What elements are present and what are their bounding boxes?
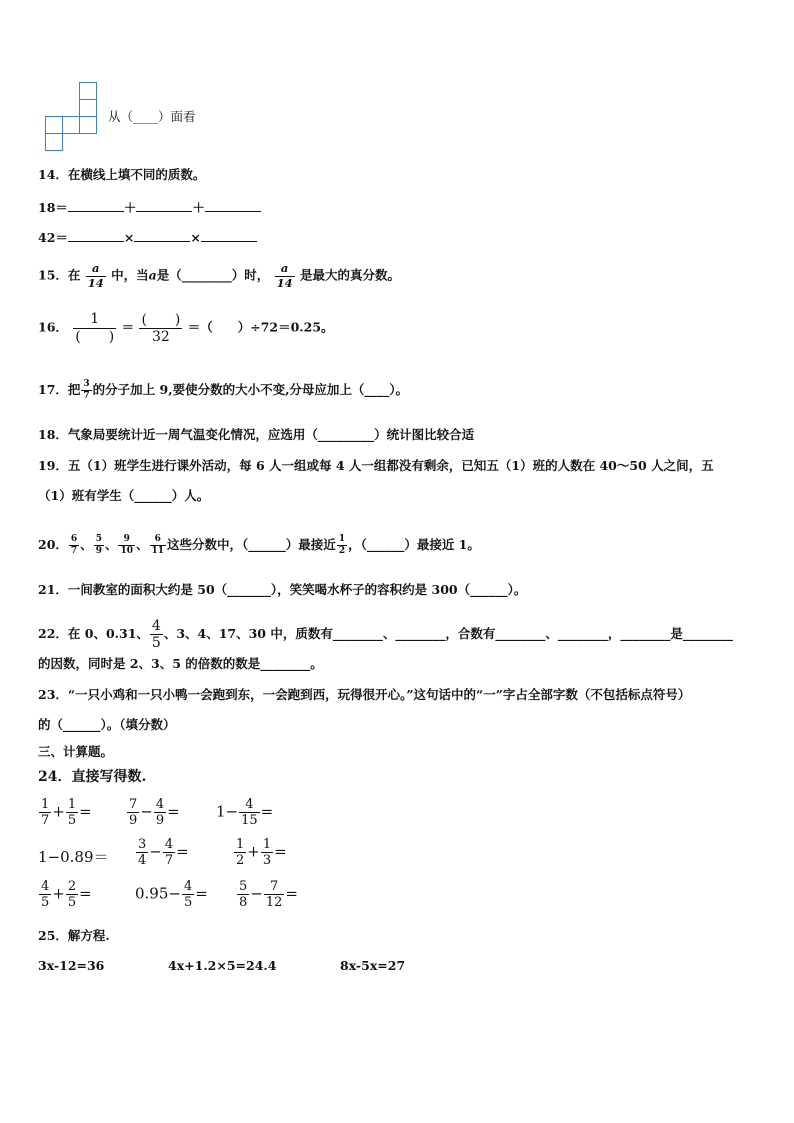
fraction: $\frac{5}{9}$: [95, 534, 102, 556]
times-sign: ×: [190, 230, 201, 245]
times-sign: ×: [123, 230, 135, 245]
q17-pre: 17．把: [38, 382, 81, 397]
fraction: $\frac{4}{9}$: [155, 797, 165, 828]
fraction: $\frac{4}{5}$: [183, 879, 193, 910]
q24-title: 24．直接写得数.: [38, 769, 147, 785]
fraction: $\frac{9}{10}$: [120, 534, 133, 556]
section-title: 三、计算题。: [38, 744, 114, 759]
q16-rest: ＝（ ）÷72＝0.25。: [187, 319, 334, 335]
fraction-4-5: $\frac{4}{5}$: [151, 618, 161, 651]
fraction: $\frac{6}{11}$: [151, 534, 165, 556]
q13-blank: ____: [133, 109, 159, 124]
q22-pre: 22．在 0、0.31、: [38, 626, 149, 641]
fraction: $\frac{2}{5}$: [67, 879, 77, 910]
cube-view-figure: [43, 82, 103, 154]
plus-sign: ＋: [192, 200, 205, 215]
q14-line2: [38, 229, 257, 246]
q19-line1: 19．五（1）班学生进行课外活动，每 6 人一组或每 4 人一组都没有剩余，已知五（1）班的人数在 40～50 人之间，五: [38, 458, 714, 473]
q13-text: [108, 109, 196, 125]
q23-line1: 23．“一只小鸡和一只小鸭一会跑到东，一会跑到西，玩得很开心。”这句话中的“一”字占全部字数（不包括标点符号）: [38, 687, 691, 702]
q14-line1-left: 18＝: [38, 200, 68, 215]
q22-post: 、3、4、17、30 中，质数有________、________，合数有________、________，________是________: [163, 626, 733, 641]
fraction: $\frac{4}{5}$: [41, 879, 50, 910]
q15-end: 是最大的真分数。: [300, 267, 401, 283]
grid-cell: [79, 99, 97, 117]
plus-sign: ＋: [123, 200, 137, 215]
q14-line2-left: 42＝: [38, 230, 68, 245]
calc-item: $\frac{4}{5}$ + $\frac{2}{5}$ =: [41, 879, 92, 910]
equals-sign: ＝: [121, 319, 135, 335]
q15-line: [38, 263, 400, 289]
q14-title: 14．在横线上填不同的质数。: [38, 167, 206, 182]
equation: 4x+1.2×5=24.4: [168, 958, 277, 973]
q15-mid1: 中，当: [111, 267, 149, 283]
q16-line: [38, 312, 334, 344]
q17-line: [38, 380, 408, 401]
fraction-a-over-14: $\frac{a}{14}$: [276, 261, 293, 290]
fraction: $\frac{1}{3}$: [262, 837, 272, 868]
q22-line1: [38, 619, 733, 650]
grid-cell: [79, 82, 97, 100]
fraction: $\frac{1}{7}$: [41, 797, 50, 828]
fraction-1-over-blank: $\frac{1}{( )}$: [75, 311, 115, 345]
grid-cell: [62, 116, 80, 134]
q20-line: 20． $\frac{6}{7}$ 、 $\frac{5}{9}$ 、 $\frac{9}{10}$ 、 $\frac{6}{11}$ 这些分数中，（______）最接近 $\frac{1}{2}$ ，（______）最接近 1。: [38, 534, 480, 556]
fraction-blank-over-32: $\frac{( )}{32}$: [141, 311, 181, 345]
calc-item: 0.95− $\frac{4}{5}$ =: [135, 879, 208, 910]
equation: 8x-5x=27: [340, 958, 406, 973]
calc-item: $\frac{1}{7}$ + $\frac{1}{5}$ =: [41, 797, 92, 828]
fraction-a-over-14: $\frac{a}{14}$: [87, 261, 104, 290]
q15-num: 15．在: [38, 267, 81, 283]
grid-cell: [79, 116, 97, 134]
fraction: $\frac{6}{7}$: [70, 534, 78, 556]
calc-item: $\frac{5}{8}$ − $\frac{7}{12}$ =: [239, 879, 298, 910]
q18-line: 18．气象局要统计近一周气温变化情况，应选用（_________）统计图比较合适: [38, 427, 475, 442]
fraction: $\frac{1}{2}$: [236, 837, 245, 868]
q25-title: 25．解方程.: [38, 928, 110, 943]
fraction: $\frac{3}{4}$: [138, 837, 147, 868]
fraction-half: $\frac{1}{2}$: [338, 534, 346, 556]
fraction: $\frac{1}{5}$: [67, 797, 77, 828]
fraction-3-7: $\frac{3}{7}$: [83, 379, 90, 401]
fraction: $\frac{5}{8}$: [239, 879, 248, 910]
q22-line2: 的因数，同时是 2、3、5 的倍数的数是________。: [38, 656, 323, 671]
calc-item: $\frac{7}{9}$ − $\frac{4}{9}$ =: [129, 797, 180, 828]
q23-line2: 的（______）。（填分数）: [38, 717, 176, 732]
calc-item: 1− $\frac{4}{15}$ =: [216, 797, 274, 828]
fraction: $\frac{4}{7}$: [164, 837, 174, 868]
q19-line2: （1）班有学生（______）人。: [38, 488, 210, 503]
grid-cell: [45, 116, 63, 134]
q20-end: ，（______）最接近 1。: [348, 537, 480, 552]
q15-var: a: [148, 267, 157, 283]
q20-num: 20．: [38, 537, 68, 552]
calc-item: $\frac{3}{4}$ − $\frac{4}{7}$ =: [138, 837, 189, 868]
q20-mid: 这些分数中，（______）最接近: [167, 537, 336, 552]
fraction: $\frac{7}{9}$: [129, 797, 138, 828]
q21-line: 21．一间教室的面积大约是 50（_______），笑笑喝水杯子的容积约是 300（______）。: [38, 582, 527, 597]
q13-prefix: 从（: [108, 109, 134, 124]
q14-line1: [38, 199, 261, 216]
calc-item: 1−0.89＝: [38, 848, 109, 866]
fraction: $\frac{7}{12}$: [265, 879, 283, 910]
equation: 3x-12=36: [38, 958, 105, 973]
q17-post: 的分子加上 9,要使分数的大小不变,分母应加上（____）。: [92, 382, 409, 397]
calc-item: $\frac{1}{2}$ + $\frac{1}{3}$ =: [236, 837, 287, 868]
q13-suffix: ）面看: [158, 109, 196, 124]
grid-cell: [45, 133, 63, 151]
q15-mid2: 是（________）时，: [156, 267, 270, 283]
fraction: $\frac{4}{15}$: [241, 797, 258, 828]
q16-num: 16．: [38, 319, 68, 335]
